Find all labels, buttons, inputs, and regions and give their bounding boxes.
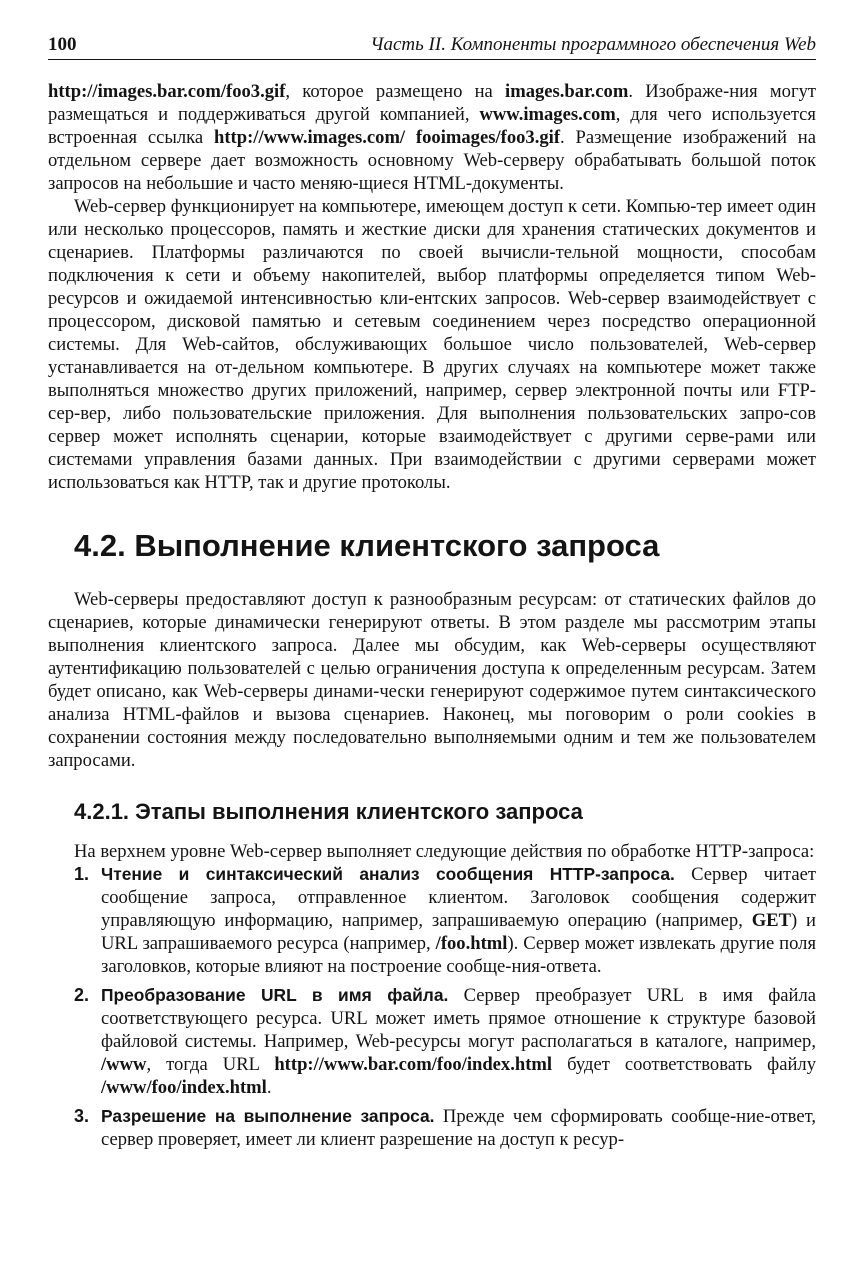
paragraph-images: http://images.bar.com/foo3.gif, которое размещено на images.bar.com. Изображе-ния могут размещаться и поддерживаться другой компанией, www.images.com, для чего используется встроенная ссылка http://www.images.com/ fooimages/foo3.gif. Размещение изображений на отдельном сервере дает возможность основному Web-серверу обрабатывать большой поток запросов на небольшие и часто меняю-щиеся HTML-документы. <box>48 81 817 194</box>
list-item: 2. Преобразование URL в имя файла. Сервер преобразует URL в имя файла соответствующего ресурса. URL может иметь прямое отношение к структуре базовой файловой системы. Например, Web-ресурсы могут располагаться в каталоге, например, /www, тогда URL http://www.bar.com/foo/index.html будет соответствовать файлу /www/foo/index.html. <box>74 985 816 1098</box>
host-www-images: www.images.com <box>479 104 616 125</box>
section-heading: 4.2. Выполнение клиентского запроса <box>74 528 660 563</box>
host-images-bar: images.bar.com <box>505 81 629 102</box>
section-intro: Web-серверы предоставляют доступ к разнообразным ресурсам: от статических файлов до сценариев, которые динамически генерируют ответы. В этом разделе мы рассмотрим этапы выполнения клиентского запроса. Далее мы обсудим, как Web-серверы осуществляют аутентификацию пользователей с целью ограничения доступа к определенным ресурсам. Затем будет описано, как Web-серверы динами-чески генерируют содержимое путем синтаксического анализа HTML-файлов и вызова сценариев. Наконец, мы поговорим о роли cookies в сохранении состояния между последовательно выполняемыми одним и тем же пользователем запросами. <box>48 589 816 771</box>
running-title: Часть II. Компоненты программного обеспечения Web <box>370 34 816 55</box>
running-header <box>48 34 816 60</box>
url-fooimages: http://www.images.com/ fooimages/foo3.gif <box>214 127 561 148</box>
book-page <box>48 34 816 1157</box>
list-item: 1. Чтение и синтаксический анализ сообщения HTTP-запроса. Сервер читает сообщение запроса, отправленное клиентом. Заголовок сообщения содержит управляющую информацию, например, запрашиваемую операцию (например, GET) и URL запрашиваемого ресурса (например, /foo.html). Сервер может извлекать другие поля заголовков, которые влияют на построение сообще-ния-ответа. <box>74 864 817 977</box>
subsection-heading: 4.2.1. Этапы выполнения клиентского запроса <box>74 799 583 824</box>
list-item: 3. Разрешение на выполнение запроса. Прежде чем сформировать сообще-ние-ответ, сервер проверяет, имеет ли клиент разрешение на доступ к ресур- <box>74 1106 816 1150</box>
subsection-intro: На верхнем уровне Web-сервер выполняет следующие действия по обработке HTTP-запроса: <box>74 841 815 862</box>
steps-list <box>48 863 816 1151</box>
paragraph-server-platform: Web-сервер функционирует на компьютере, имеющем доступ к сети. Компью-тер имеет один или несколько процессоров, память и жесткие диски для хранения статических документов и сценариев. Платформы различаются по своей вычисли-тельной мощности, способам подключения к сети и объему накопителей, выбор платформы определяется типом Web-ресурсов и ожидаемой интенсивностью кли-ентских запросов. Web-сервер взаимодействует с процессором, дисковой памятью и сетевым соединением через посредство операционной системы. Для Web-сайтов, обслуживающих большое число пользователей, Web-сервер устанавливается на от-дельном компьютере. В других случаях на компьютере может также выполняться множество других приложений, например, сервер электронной почты или FTP-сер-вер, либо пользовательские приложения. Для выполнения пользовательских запро-сов сервер может исполнять сценарии, которые взаимодействует с другими серве-рами или системами управления базами данных. При взаимодействии с другими серверами может использоваться как HTTP, так и другие протоколы. <box>48 196 816 493</box>
url-foo3: http://images.bar.com/foo3.gif <box>48 81 286 102</box>
page-number: 100 <box>48 34 77 55</box>
